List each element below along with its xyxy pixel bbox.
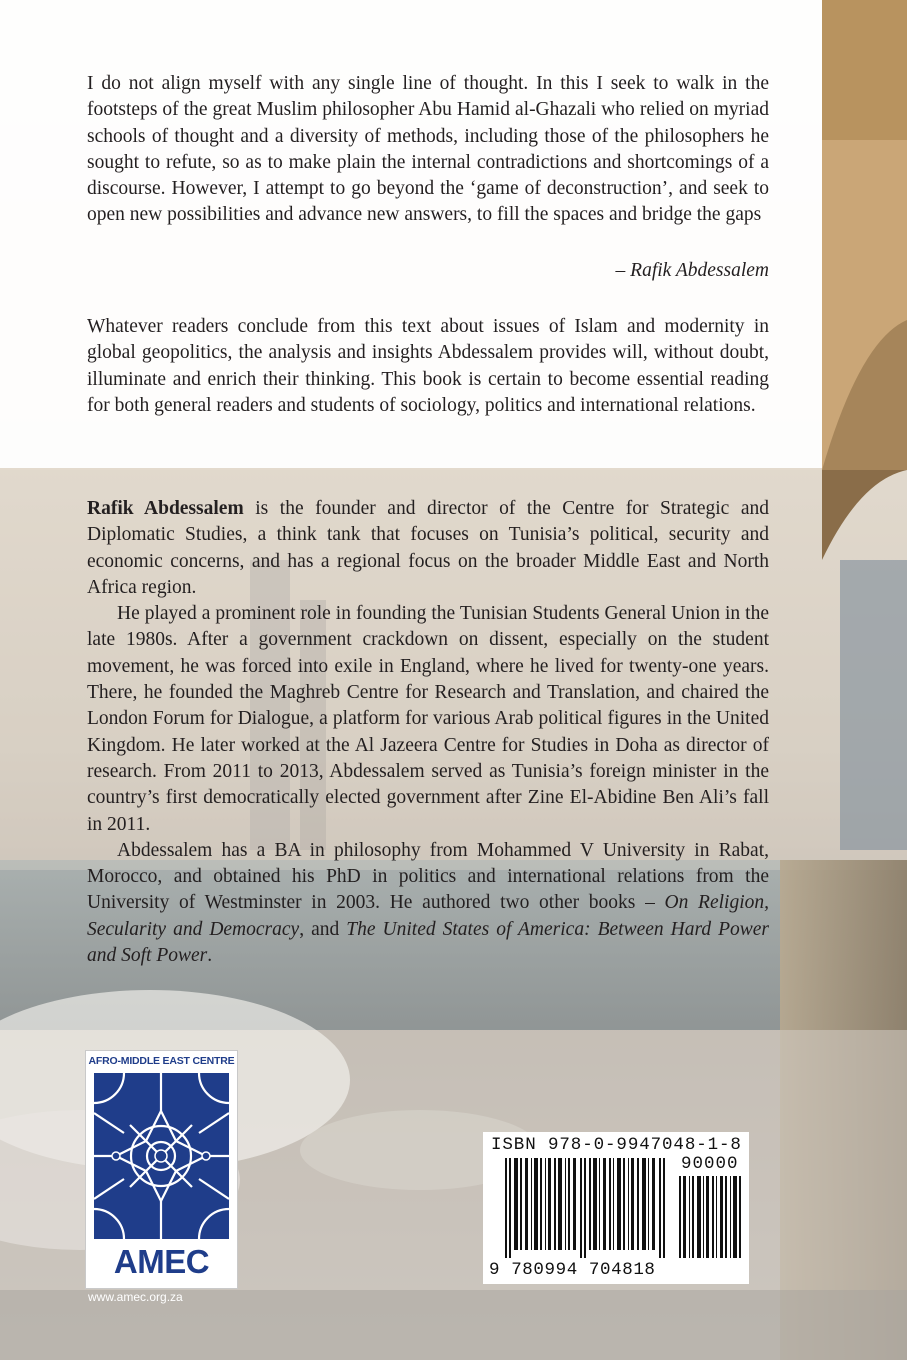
author-name: Rafik Abdessalem: [87, 498, 244, 519]
book-title-2: The United States of America: Between Hard Power and Soft Power: [87, 918, 770, 967]
book-title-1: On Religion, Secularity and Democracy: [87, 892, 769, 940]
geometric-pattern-icon: [94, 1073, 229, 1239]
publisher-url: www.amec.org.za: [88, 1290, 183, 1304]
publisher-header: AFRO-MIDDLE EAST CENTRE: [88, 1055, 235, 1067]
book-blurb: [87, 314, 769, 419]
bio-paragraph-3: Abdessalem has a BA in philosophy from Mohammed V University in Rabat, Morocco, and obtained his PhD in politics and international relations from the University of Westminster in 2003. He authored two other books – On Religion, Secularity and Democracy, and The United States of America: Between Hard Power and Soft Power.: [87, 839, 770, 967]
isbn-label: ISBN 978-0-9947048-1-8: [491, 1135, 742, 1155]
bio-paragraph-1: Rafik Abdessalem is the founder and director of the Centre for Strategic and Diplomatic Studies, a think tank that focuses on Tunisia’s political, security and economic concerns, and has a regional focus on the broader Middle East and North Africa region.: [87, 498, 769, 598]
blurb-text: Whatever readers conclude from this text about issues of Islam and modernity in global geopolitics, the analysis and insights Abdessalem provides will, without doubt, illuminate and enrich their thinking. This book is certain to become essential reading for both general readers and students of sociology, politics and international relations.: [87, 316, 769, 416]
addon-barcode-bars: [679, 1176, 741, 1258]
quote-text: I do not align myself with any single line of thought. In this I seek to walk in the footsteps of the great Muslim philosopher Abu Hamid al-Ghazali who relied on myriad schools of thought and a diversity of methods, including those of the philosophers he sought to refute, so as to make plain the internal contradictions and shortcomings of a discourse. However, I attempt to go beyond the ‘game of deconstruction’, and seek to open new possibilities and advance new answers, to fill the spaces and bridge the gaps: [87, 73, 769, 226]
isbn-barcode: [483, 1132, 749, 1284]
bio-paragraph-2: He played a prominent role in founding the Tunisian Students General Union in the late 1980s. After a government crackdown on dissent, especially on the student movement, he was forced into exile in England, where he lived for twenty-one years. There, he founded the Maghreb Centre for Research and Translation, and chaired the London Forum for Dialogue, a platform for various Arab political figures in the United Kingdom. He later worked at the Al Jazeera Centre for Studies in Doha as director of research. From 2011 to 2013, Abdessalem served as Tunisia’s foreign minister in the country’s first democratically elected government after Zine El-Abidine Ben Ali’s fall in 2011.: [87, 603, 769, 835]
author-bio: [87, 496, 769, 969]
price-addon-digits: 90000: [681, 1154, 739, 1174]
quote-attribution: – Rafik Abdessalem: [615, 260, 769, 281]
ean-digits: 9 780994 704818: [489, 1260, 656, 1280]
publisher-logo-text: AMEC: [113, 1243, 210, 1280]
author-quote: [87, 71, 769, 229]
publisher-logo: [85, 1050, 238, 1289]
ean-barcode-bars: [505, 1158, 665, 1258]
